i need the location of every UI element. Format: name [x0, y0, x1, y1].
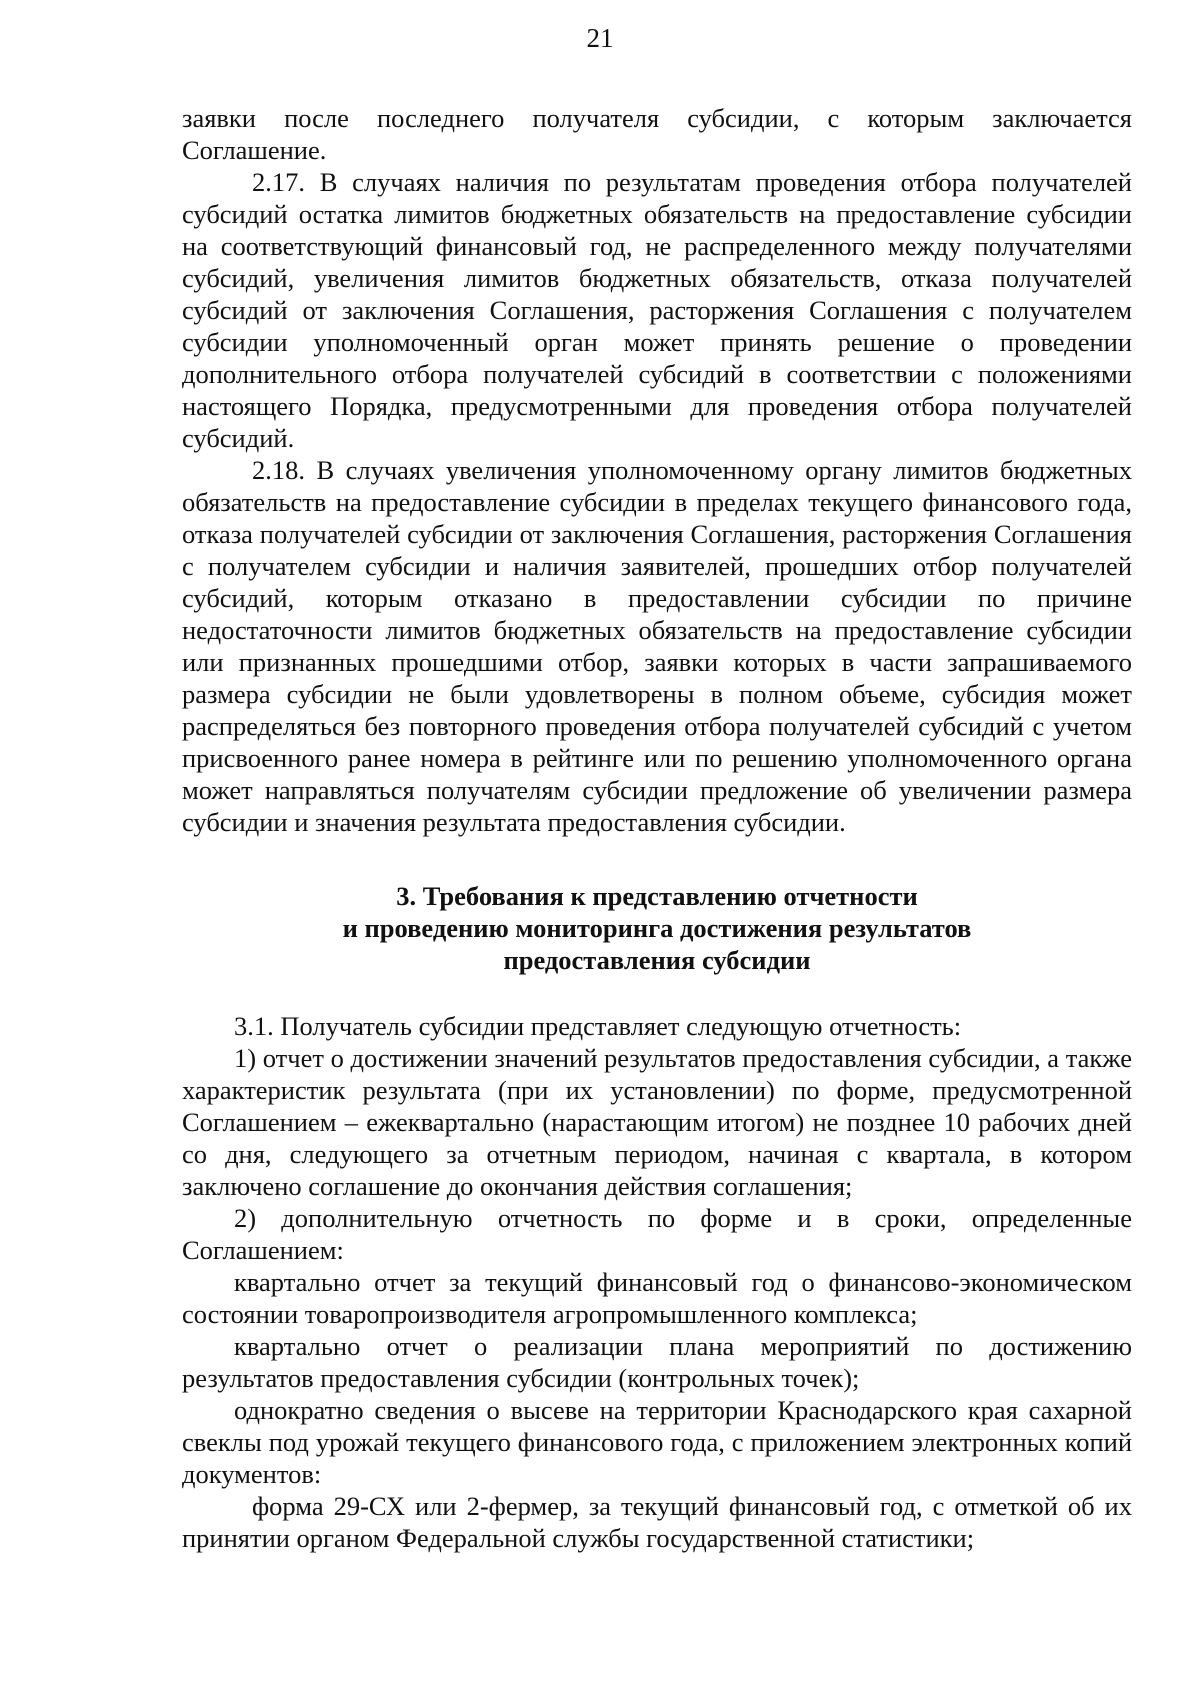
sub-item-form-29: форма 29-СХ или 2-фермер, за текущий финансовый год, с отметкой об их принятии органом Федеральной службы государственной статистики; [182, 1491, 1132, 1553]
section-3-heading-line-2: и проведению мониторинга достижения результатов [342, 913, 972, 943]
list-item-2: 2) дополнительную отчетность по форме и в сроки, определенные Соглашением: [182, 1203, 1132, 1265]
page-number: 21 [586, 23, 614, 53]
list-item-1: 1) отчет о достижении значений результатов предоставления субсидии, а также характеристик результата (при их установлении) по форме, предусмотренной Соглашением – ежеквартально (нарастающим итогом) не позднее 10 рабочих дней со дня, следующего за отчетным периодом, начиная с квартала, в котором заключено соглашение до окончания действия соглашения; [182, 1043, 1132, 1201]
section-3-heading-line-1: 3. Требования к представлению отчетности [396, 881, 918, 911]
paragraph-continuation: заявки после последнего получателя субсидии, с которым заключается Соглашение. [182, 103, 1132, 165]
paragraph-2-17: 2.17. В случаях наличия по результатам проведения отбора получателей субсидий остатка лимитов бюджетных обязательств на предоставление субсидии на соответствующий финансовый год, не распределенного между получателями субсидий, увеличения лимитов бюджетных обязательств, отказа получателей субсидий от заключения Соглашения, расторжения Соглашения с получателем субсидии уполномоченный орган может принять решение о проведении дополнительного отбора получателей субсидий в соответствии с положениями настоящего Порядка, предусмотренными для проведения отбора получателей субсидий. [182, 167, 1132, 453]
sub-item-quarterly-plan: квартально отчет о реализации плана мероприятий по достижению результатов предоставления субсидии (контрольных точек); [182, 1331, 1132, 1393]
section-3-heading [182, 880, 1132, 976]
document-body [182, 102, 1132, 1554]
sub-item-one-time-sowing: однократно сведения о высеве на территории Краснодарского края сахарной свеклы под урожай текущего финансового года, с приложением электронных копий документов: [182, 1395, 1132, 1489]
sub-item-quarterly-financial: квартально отчет за текущий финансовый год о финансово-экономическом состоянии товаропроизводителя агропромышленного комплекса; [182, 1267, 1132, 1329]
paragraph-3-1: 3.1. Получатель субсидии представляет следующую отчетность: [234, 1011, 962, 1041]
paragraph-2-18: 2.18. В случаях увеличения уполномоченному органу лимитов бюджетных обязательств на предоставление субсидии в пределах текущего финансового года, отказа получателей субсидии от заключения Соглашения, расторжения Соглашения с получателем субсидии и наличия заявителей, прошедших отбор получателей субсидий, которым отказано в предоставлении субсидии по причине недостаточности лимитов бюджетных обязательств на предоставление субсидии или признанных прошедшими отбор, заявки которых в части запрашиваемого размера субсидии не были удовлетворены в полном объеме, субсидия может распределяться без повторного проведения отбора получателей субсидий с учетом присвоенного ранее номера в рейтинге или по решению уполномоченного органа может направляться получателям субсидии предложение об увеличении размера субсидии и значения результата предоставления субсидии. [182, 455, 1132, 837]
section-3-heading-line-3: предоставления субсидии [503, 945, 811, 975]
